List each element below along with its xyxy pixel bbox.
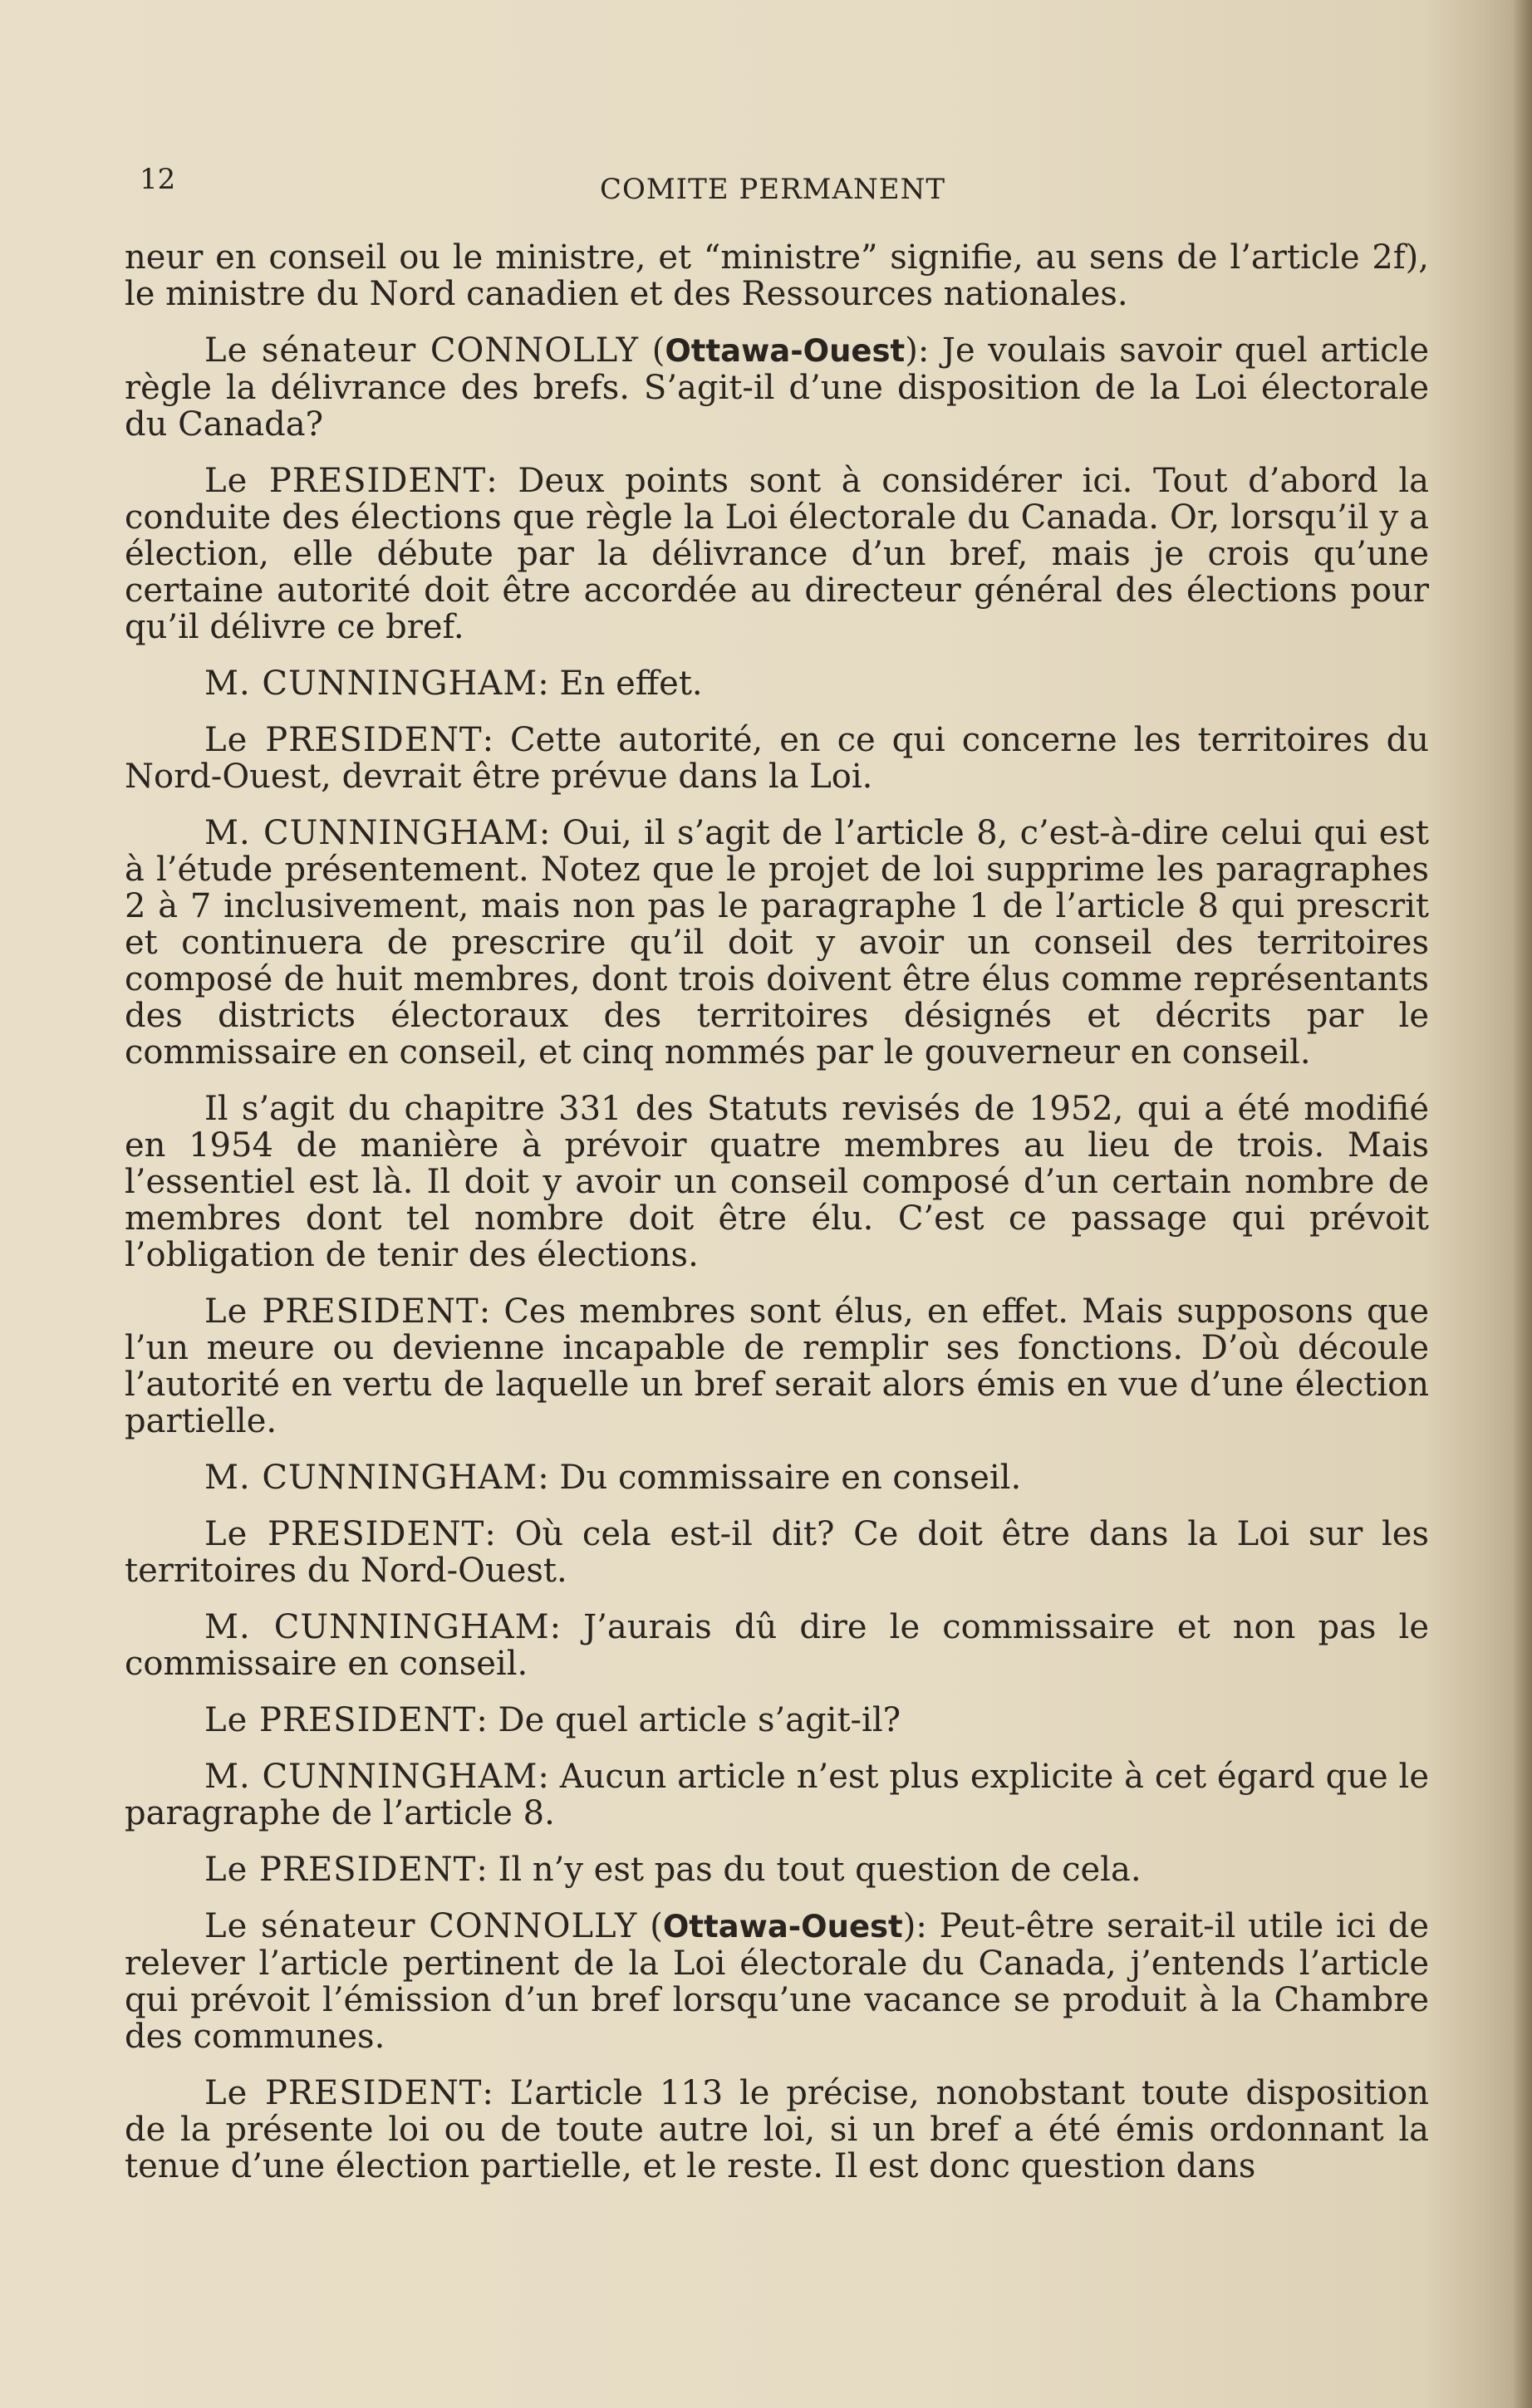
speaker-name: Le PRESIDENT — [204, 1515, 485, 1553]
speech-text: Je voulais savoir quel article règle la délivrance des brefs. S’agit-il d’une disposition de la Loi électorale du Canada? — [125, 331, 1430, 444]
transcript-paragraph: M. CUNNINGHAM: Du commissaire en conseil. — [204, 1459, 1022, 1497]
speaker-name: Le PRESIDENT — [204, 1292, 479, 1331]
running-title: COMITE PERMANENT — [599, 173, 946, 206]
speech-text: Cette autorité, en ce qui concerne les territoires du Nord-Ouest, devrait être prévue dans la Loi. — [125, 721, 1429, 796]
speech-text: Il s’agit du chapitre 331 des Statuts revisés de 1952, qui a été modifié en 1954 de manière à prévoir quatre membres au lieu de trois. Mais l’essentiel est là. Il doit y avoir un conseil composé d’un certain nombre de membres dont tel nombre doit être élu. C’est ce passage qui prévoit l’obligation de tenir des élections. — [125, 1090, 1429, 1274]
speech-text: De quel article s’agit-il? — [498, 1701, 901, 1739]
transcript-paragraph: Le PRESIDENT: Où cela est-il dit? Ce doit être dans la Loi sur les territoires du Nord-Ouest. — [125, 1515, 1429, 1590]
speaker-name: Le PRESIDENT — [204, 1851, 477, 1889]
speech-text: J’aurais dû dire le commissaire et non pas le commissaire en conseil. — [125, 1608, 1430, 1683]
transcript-body — [125, 239, 1429, 2204]
speaker-name: Le sénateur CONNOLLY — [204, 331, 640, 370]
speech-text: Il n’y est pas du tout question de cela. — [498, 1851, 1142, 1889]
transcript-paragraph: Le PRESIDENT: Cette autorité, en ce qui concerne les territoires du Nord-Ouest, devrait être prévue dans la Loi. — [125, 721, 1429, 796]
speech-text: Où cela est-il dit? Ce doit être dans la Loi sur les territoires du Nord-Ouest. — [125, 1515, 1429, 1590]
transcript-paragraph — [125, 239, 1429, 312]
speaker-name: Le sénateur CONNOLLY — [204, 1907, 638, 1945]
speaker-name: M. CUNNINGHAM — [204, 1608, 550, 1646]
page-spine-edge — [1514, 0, 1532, 2408]
transcript-paragraph: M. CUNNINGHAM: En effet. — [204, 665, 703, 703]
transcript-paragraph: Le PRESIDENT: Il n’y est pas du tout question de cela. — [204, 1851, 1142, 1889]
transcript-paragraph: Le PRESIDENT: L’article 113 le précise, nonobstant toute disposition de la présente loi ou de toute autre loi, si un bref a été émis ordonnant la tenue d’une élection partielle, et le reste. Il est donc question dans — [125, 2074, 1429, 2185]
transcript-paragraph: Le PRESIDENT: Ces membres sont élus, en effet. Mais supposons que l’un meure ou devienne incapable de remplir ses fonctions. D’où découle l’autorité en vertu de laquelle un bref serait alors émis en vue d’une élection partielle. — [125, 1292, 1429, 1440]
transcript-paragraph: Le PRESIDENT: Deux points sont à considérer ici. Tout d’abord la conduite des élections que règle la Loi électorale du Canada. Or, lorsqu’il y a élection, elle débute par la délivrance d’un bref, mais je crois qu’une certaine autorité doit être accordée au directeur général des élections pour qu’il délivre ce bref. — [125, 462, 1430, 646]
page-header — [133, 163, 1412, 213]
speech-text: Oui, il s’agit de l’article 8, c’est-à-dire celui qui est à l’étude présentement. Notez que le projet de loi supprime les paragraphes 2 à 7 inclusivement, mais non pas le paragraphe 1 de l’article 8 qui prescrit et continuera de prescrire qu’il doit y avoir un conseil des territoires composé de huit membres, dont trois doivent être élus comme représentants des districts électoraux des territoires désignés et décrits par le commissaire en conseil, et cinq nommés par le gouverneur en conseil. — [125, 814, 1429, 1072]
speaker-name: Le PRESIDENT — [204, 462, 487, 500]
speech-text: Deux points sont à considérer ici. Tout d’abord la conduite des élections que règle la Loi électorale du Canada. Or, lorsqu’il y a élection, elle débute par la délivrance d’un bref, mais je crois qu’une certaine autorité doit être accordée au directeur général des élections pour qu’il délivre ce bref. — [125, 462, 1430, 646]
transcript-paragraph: Le sénateur CONNOLLY (Ottawa-Ouest): Peut-être serait-il utile ici de relever l’article pertinent de la Loi électorale du Canada, j’entends l’article qui prévoit l’émission d’un bref lorsqu’une vacance se produit à la Chambre des communes. — [125, 1907, 1430, 2056]
speaker-name: M. CUNNINGHAM — [204, 1758, 538, 1796]
transcript-paragraph: M. CUNNINGHAM: J’aurais dû dire le commissaire et non pas le commissaire en conseil. — [125, 1608, 1430, 1683]
speech-text: Aucun article n’est plus explicite à cet égard que le paragraphe de l’article 8. — [125, 1758, 1429, 1832]
transcript-paragraph: M. CUNNINGHAM: Aucun article n’est plus explicite à cet égard que le paragraphe de l’article 8. — [125, 1758, 1429, 1832]
transcript-paragraph — [125, 1091, 1429, 1273]
speaker-name: Le PRESIDENT — [204, 2074, 483, 2112]
speaker-name: M. CUNNINGHAM — [204, 814, 539, 852]
speaker-name: Le PRESIDENT — [204, 1701, 477, 1739]
speaker-riding: Ottawa-Ouest — [662, 1909, 903, 1945]
speech-text: neur en conseil ou le ministre, et “ministre” signifie, au sens de l’article 2f), le ministre du Nord canadien et des Ressources nationales. — [125, 238, 1429, 313]
speech-text: L’article 113 le précise, nonobstant toute disposition de la présente loi ou de toute autre loi, si un bref a été émis ordonnant la tenue d’une élection partielle, et le reste. Il est donc question dans — [125, 2074, 1429, 2185]
speech-text: Du commissaire en conseil. — [559, 1459, 1022, 1497]
speaker-riding: Ottawa-Ouest — [665, 333, 906, 369]
transcript-paragraph: Le sénateur CONNOLLY (Ottawa-Ouest): Je voulais savoir quel article règle la délivrance des brefs. S’agit-il d’une disposition de la Loi électorale du Canada? — [125, 331, 1430, 444]
page-number: 12 — [140, 163, 176, 196]
speaker-name: M. CUNNINGHAM — [204, 1459, 538, 1497]
speech-text: Peut-être serait-il utile ici de relever l’article pertinent de la Loi électorale du Canada, j’entends l’article qui prévoit l’émission d’un bref lorsqu’une vacance se produit à la Chambre des communes. — [125, 1907, 1430, 2056]
transcript-paragraph: M. CUNNINGHAM: Oui, il s’agit de l’article 8, c’est-à-dire celui qui est à l’étude présentement. Notez que le projet de loi supprime les paragraphes 2 à 7 inclusivement, mais non pas le paragraphe 1 de l’article 8 qui prescrit et continuera de prescrire qu’il doit y avoir un conseil des territoires composé de huit membres, dont trois doivent être élus comme représentants des districts électoraux des territoires désignés et décrits par le commissaire en conseil, et cinq nommés par le gouverneur en conseil. — [125, 814, 1429, 1072]
speaker-name: M. CUNNINGHAM — [204, 665, 538, 703]
speech-text: En effet. — [559, 665, 703, 703]
speaker-name: Le PRESIDENT — [204, 721, 483, 759]
transcript-paragraph: Le PRESIDENT: De quel article s’agit-il? — [204, 1701, 901, 1739]
speech-text: Ces membres sont élus, en effet. Mais supposons que l’un meure ou devienne incapable de remplir ses fonctions. D’où découle l’autorité en vertu de laquelle un bref serait alors émis en vue d’une élection partielle. — [125, 1292, 1429, 1440]
